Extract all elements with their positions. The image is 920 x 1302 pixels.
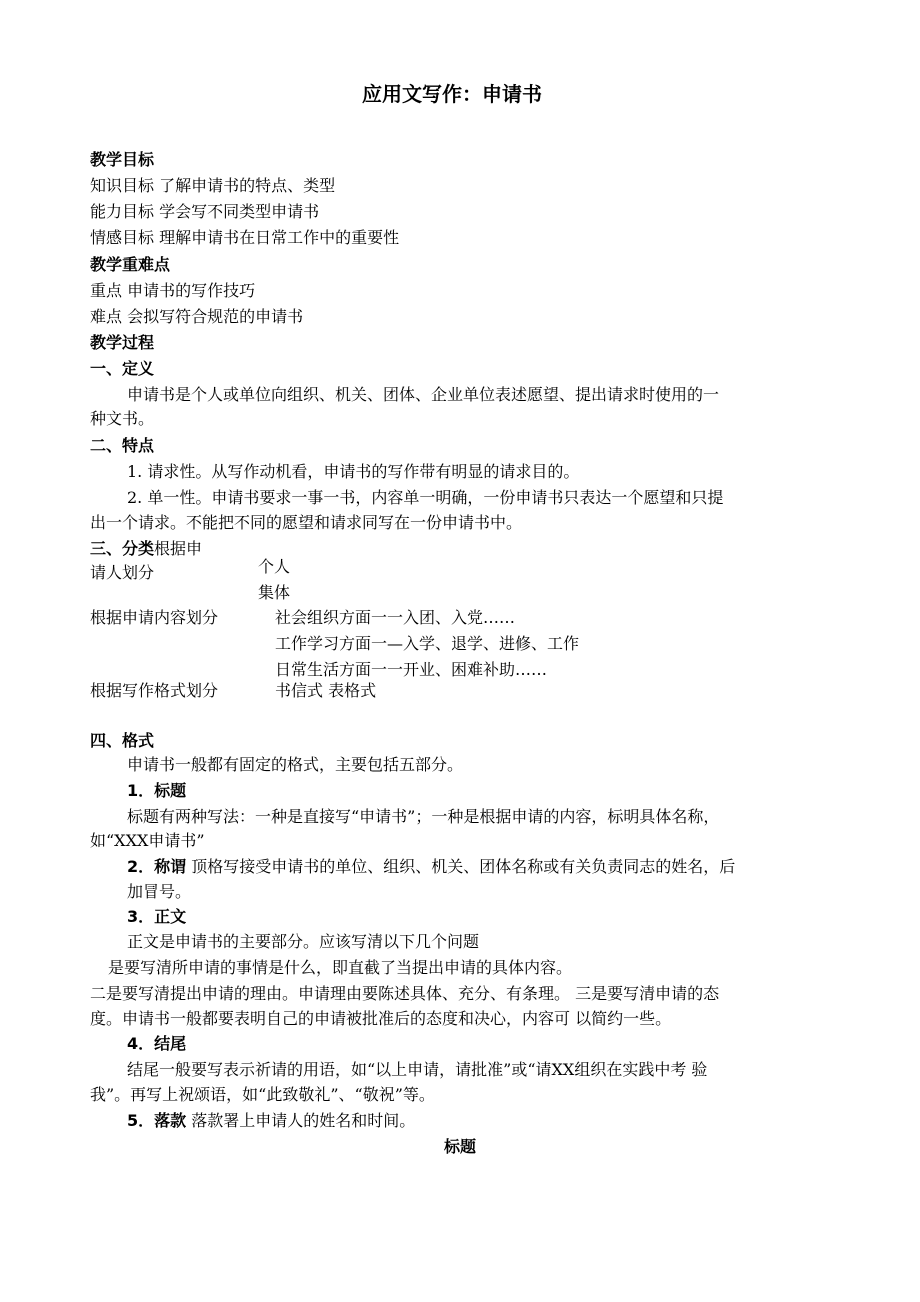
section-ending-text: 我”。再写上祝颂语，如“此致敬礼”、“敬祝”等。 — [90, 1085, 435, 1104]
section-salutation-heading: 2．称谓 — [127, 857, 187, 876]
goal-ability: 能力目标 学会写不同类型申请书 — [90, 202, 320, 221]
applicant-label: 请人划分 — [90, 563, 155, 582]
section-salutation-text: 顶格写接受申请书的单位、组织、机关、团体名称或有关负责同志的姓名，后 — [191, 857, 736, 876]
section-title-text: 如“XXX申请书” — [90, 831, 205, 850]
classification-heading: 三、分类 — [90, 539, 155, 558]
format-intro: 申请书一般都有固定的格式，主要包括五部分。 — [127, 755, 464, 774]
goal-knowledge: 知识目标 了解申请书的特点、类型 — [90, 176, 336, 195]
key-point-difficulty: 难点 会拟写符合规范的申请书 — [90, 307, 304, 326]
feature-item: 2. 单一性。申请书要求一事一书，内容单一明确，一份申请书只表达一个愿望和只提 — [127, 488, 724, 507]
section-ending-heading: 4．结尾 — [127, 1034, 187, 1053]
key-points-heading: 教学重难点 — [90, 255, 171, 274]
section-ending-text: 结尾一般要写表示祈请的用语，如“以上申请，请批准”或“请XX组织在实践中考 验 — [127, 1060, 708, 1079]
footer-heading: 标题 — [444, 1137, 477, 1156]
format-type-label: 根据写作格式划分 — [90, 681, 219, 700]
section-signature-text: 落款署上申请人的姓名和时间。 — [191, 1111, 416, 1130]
section-body-text: 正文是申请书的主要部分。应该写清以下几个问题 — [127, 932, 480, 951]
definition-heading: 一、定义 — [90, 359, 155, 378]
features-heading: 二、特点 — [90, 436, 155, 455]
key-point-focus: 重点 申请书的写作技巧 — [90, 281, 256, 300]
feature-item-continued: 出一个请求。不能把不同的愿望和请求同写在一份申请书中。 — [90, 513, 523, 532]
section-title-text: 标题有两种写法：一种是直接写“申请书”；一种是根据申请的内容，标明具体名称， — [127, 807, 720, 826]
section-body-text: 二是要写清提出申请的理由。申请理由要陈述具体、充分、有条理。 三是要写清申请的态 — [90, 984, 720, 1003]
content-label: 根据申请内容划分 — [90, 608, 219, 627]
content-social: 社会组织方面一一入团、入党…… — [275, 608, 516, 627]
content-work: 工作学习方面一—入学、退学、进修、工作 — [275, 634, 580, 653]
content-life: 日常生活方面一一开业、困难补助…… — [275, 660, 548, 679]
goals-heading: 教学目标 — [90, 150, 155, 169]
definition-line: 种文书。 — [90, 409, 155, 428]
section-body-text: 度。申请书一般都要表明自己的申请被批准后的态度和决心，内容可 以简约一些。 — [90, 1009, 672, 1028]
section-body-text: 是要写清所申请的事情是什么，即直截了当提出申请的具体内容。 — [108, 958, 573, 977]
classification-heading-line — [90, 539, 202, 559]
section-salutation-text: 加冒号。 — [127, 882, 192, 901]
page-title: 应用文写作：申请书 — [362, 82, 542, 106]
section-title-heading: 1．标题 — [127, 781, 187, 800]
classification-heading-tail: 根据申 — [154, 539, 203, 558]
definition-line: 申请书是个人或单位向组织、机关、团体、企业单位表述愿望、提出请求时使用的一 — [127, 385, 720, 404]
feature-item: 1. 请求性。从写作动机看，申请书的写作带有明显的请求目的。 — [127, 462, 580, 481]
process-heading: 教学过程 — [90, 333, 155, 352]
format-type-value: 书信式 表格式 — [275, 681, 377, 700]
section-salutation-line — [127, 857, 735, 877]
applicant-group: 集体 — [258, 583, 291, 602]
section-signature-heading: 5．落款 — [127, 1111, 187, 1130]
section-signature-line — [127, 1111, 415, 1131]
applicant-personal: 个人 — [258, 557, 291, 576]
format-heading: 四、格式 — [90, 731, 155, 750]
section-body-heading: 3．正文 — [127, 907, 187, 926]
goal-emotion: 情感目标 理解申请书在日常工作中的重要性 — [90, 228, 400, 247]
